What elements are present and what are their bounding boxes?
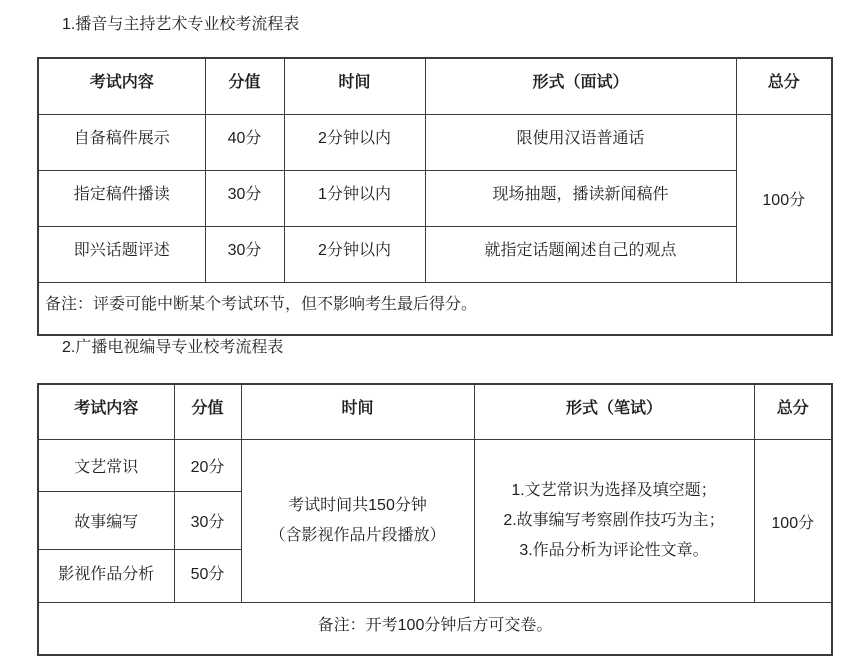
cell-time-merged [241,440,474,603]
cell-format: 现场抽题，播读新闻稿件 [425,171,736,227]
header-format: 形式（面试） [425,58,736,115]
cell-score: 30分 [174,492,241,550]
note-text: 备注：评委可能中断某个考试环节，但不影响考生最后得分。 [38,283,832,336]
cell-format: 就指定话题阐述自己的观点 [425,227,736,283]
time-line-2: （含影视作品片段播放） [269,527,446,544]
cell-score: 40分 [205,115,284,171]
table-header-row [38,58,832,115]
section2-title: 2.广播电视编导专业校考流程表 [62,339,284,356]
cell-exam-content: 文艺常识 [38,440,174,492]
cell-format: 限使用汉语普通话 [425,115,736,171]
cell-format-merged [474,440,754,603]
cell-exam-content: 即兴话题评述 [38,227,205,283]
header-time: 时间 [241,384,474,440]
table-header-row [38,384,832,440]
cell-time: 2分钟以内 [284,115,425,171]
format-line-3: 3.作品分析为评论性文章。 [519,542,709,559]
note-text: 备注：开考100分钟后方可交卷。 [38,603,832,656]
header-total: 总分 [754,384,832,440]
format-line-1: 1.文艺常识为选择及填空题； [511,482,717,499]
table-row [38,227,832,283]
section1-title: 1.播音与主持艺术专业校考流程表 [62,16,300,33]
cell-score: 20分 [174,440,241,492]
cell-exam-content: 故事编写 [38,492,174,550]
cell-exam-content: 影视作品分析 [38,550,174,603]
cell-exam-content: 自备稿件展示 [38,115,205,171]
cell-total-merged: 100分 [754,440,832,603]
table-note-row [38,603,832,656]
time-line-1: 考试时间共150分钟 [288,497,427,514]
cell-score: 30分 [205,171,284,227]
cell-time: 1分钟以内 [284,171,425,227]
header-exam-content: 考试内容 [38,58,205,115]
broadcasting-exam-table [37,57,833,336]
table-note-row [38,283,832,336]
format-line-2: 2.故事编写考察剧作技巧为主； [503,512,725,529]
cell-score: 30分 [205,227,284,283]
table-row [38,440,832,492]
cell-exam-content: 指定稿件播读 [38,171,205,227]
header-score: 分值 [174,384,241,440]
header-total: 总分 [736,58,832,115]
cell-total-merged: 100分 [736,115,832,283]
directing-exam-table [37,383,833,656]
header-exam-content: 考试内容 [38,384,174,440]
cell-score: 50分 [174,550,241,603]
header-format: 形式（笔试） [474,384,754,440]
table-row [38,171,832,227]
header-score: 分值 [205,58,284,115]
table-row [38,115,832,171]
cell-time: 2分钟以内 [284,227,425,283]
header-time: 时间 [284,58,425,115]
